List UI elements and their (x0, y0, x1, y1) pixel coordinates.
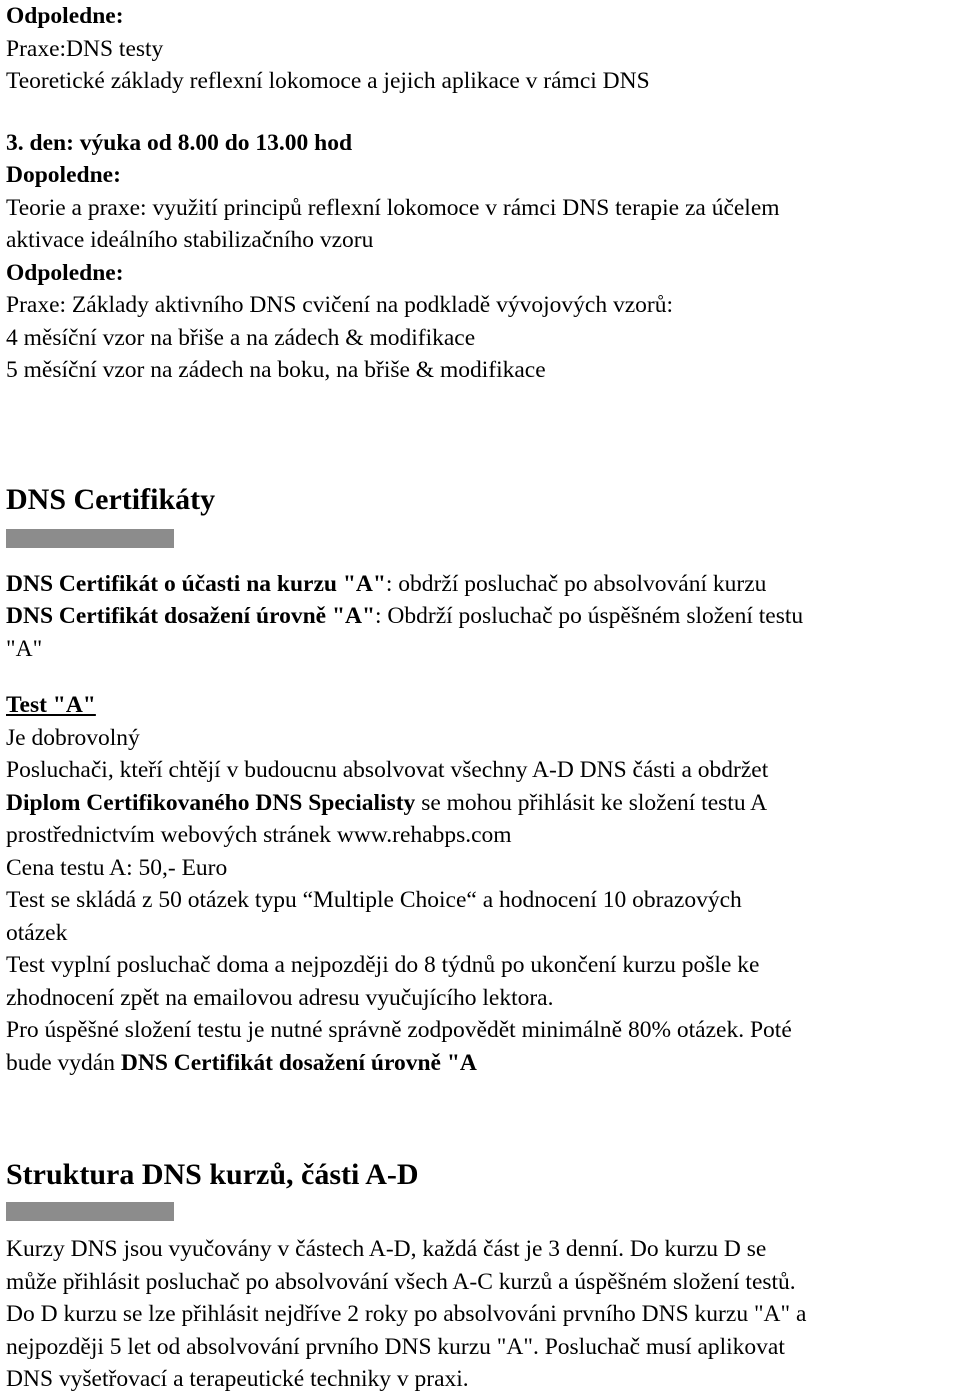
test-price: Cena testu A: 50,- Euro (6, 854, 228, 881)
certificate-level-cont: "A" (6, 635, 43, 662)
certificate-level-name: DNS Certifikát dosažení úrovně "A" (6, 603, 376, 629)
certificate-level-desc: : Obdrží posluchač po úspěšném složení testu (375, 603, 804, 629)
test-pass-line (6, 1047, 954, 1080)
section-divider-bar (6, 529, 174, 548)
test-fill: Test vyplní posluchač doma a nejpozději do 8 týdnů po ukončení kurzu pošle ke (6, 952, 760, 978)
structure-line: nejpozději 5 let od absolvování prvního DNS kurzu "A". Posluchač musí aplikovat (6, 1333, 785, 1360)
day3-afternoon-line: 4 měsíční vzor na břiše a na zádech & modifikace (6, 324, 476, 351)
test-fill: zhodnocení zpět na emailovou adresu vyučujícího lektora. (6, 984, 554, 1011)
certificates-section (6, 482, 954, 666)
day3-afternoon-line: Praxe: Základy aktivního DNS cvičení na podkladě vývojových vzorů: (6, 292, 673, 318)
structure-line: DNS vyšetřovací a terapeutické techniky v praxi. (6, 1366, 469, 1392)
certificates-title: DNS Certifikáty (6, 482, 216, 516)
section-divider-bar (6, 1202, 174, 1221)
structure-line: může přihlásit posluchač po absolvování všech A-C kurzů a úspěšném složení testů. (6, 1268, 796, 1295)
day2-theory-line: Teoretické základy reflexní lokomoce a jejich aplikace v rámci DNS (6, 68, 650, 94)
certificate-participation (6, 568, 954, 601)
test-pass-plain: bude vydán (6, 1049, 121, 1076)
certificate-level (6, 600, 954, 633)
structure-section (6, 1157, 954, 1396)
day3-heading: 3. den: výuka od 8.00 do 13.00 hod (6, 129, 353, 156)
day2-section (6, 0, 954, 98)
test-voluntary: Je dobrovolný (6, 724, 140, 751)
certificate-participation-name: DNS Certifikát o účasti na kurzu "A" (6, 570, 386, 597)
day3-morning-line: Teorie a praxe: využití principů reflexní lokomoce v rámci DNS terapie za účelem (6, 194, 780, 221)
day2-afternoon-label: Odpoledne: (6, 3, 124, 29)
test-title: Test "A" (6, 692, 96, 718)
test-pass: Pro úspěšné složení testu je nutné správně zodpovědět minimálně 80% otázek. Poté (6, 1017, 792, 1043)
structure-line: Kurzy DNS jsou vyučovány v částech A-D, každá část je 3 denní. Do kurzu D se (6, 1236, 767, 1262)
day2-practice-line: Praxe:DNS testy (6, 35, 164, 62)
test-composition: Test se skládá z 50 otázek typu “Multiple Choice“ a hodnocení 10 obrazových (6, 887, 742, 913)
test-diploma-line (6, 787, 954, 820)
day3-section (6, 127, 954, 387)
test-pass-certificate: DNS Certifikát dosažení úrovně "A (120, 1049, 477, 1076)
day3-morning-label: Dopoledne: (6, 162, 121, 188)
day3-afternoon-line: 5 měsíční vzor na zádech na boku, na břiše & modifikace (6, 357, 546, 383)
test-website-line: prostřednictvím webových stránek www.rehabps.com (6, 822, 512, 848)
structure-line: Do D kurzu se lze přihlásit nejdříve 2 roky po absolvováni prvního DNS kurzu "A" a (6, 1301, 807, 1327)
day3-morning-line: aktivace ideálního stabilizačního vzoru (6, 227, 374, 253)
diploma-desc: se mohou přihlásit ke složení testu A (415, 789, 768, 816)
test-line: Posluchači, kteří chtějí v budoucnu absolvovat všechny A-D DNS části a obdržet (6, 757, 769, 783)
certificate-participation-desc: : obdrží posluchač po absolvování kurzu (385, 570, 767, 597)
test-section (6, 689, 954, 1079)
day3-afternoon-label: Odpoledne: (6, 259, 124, 286)
diploma-name: Diplom Certifikovaného DNS Specialisty (6, 789, 416, 816)
test-composition: otázek (6, 919, 68, 946)
structure-title: Struktura DNS kurzů, části A-D (6, 1158, 419, 1191)
